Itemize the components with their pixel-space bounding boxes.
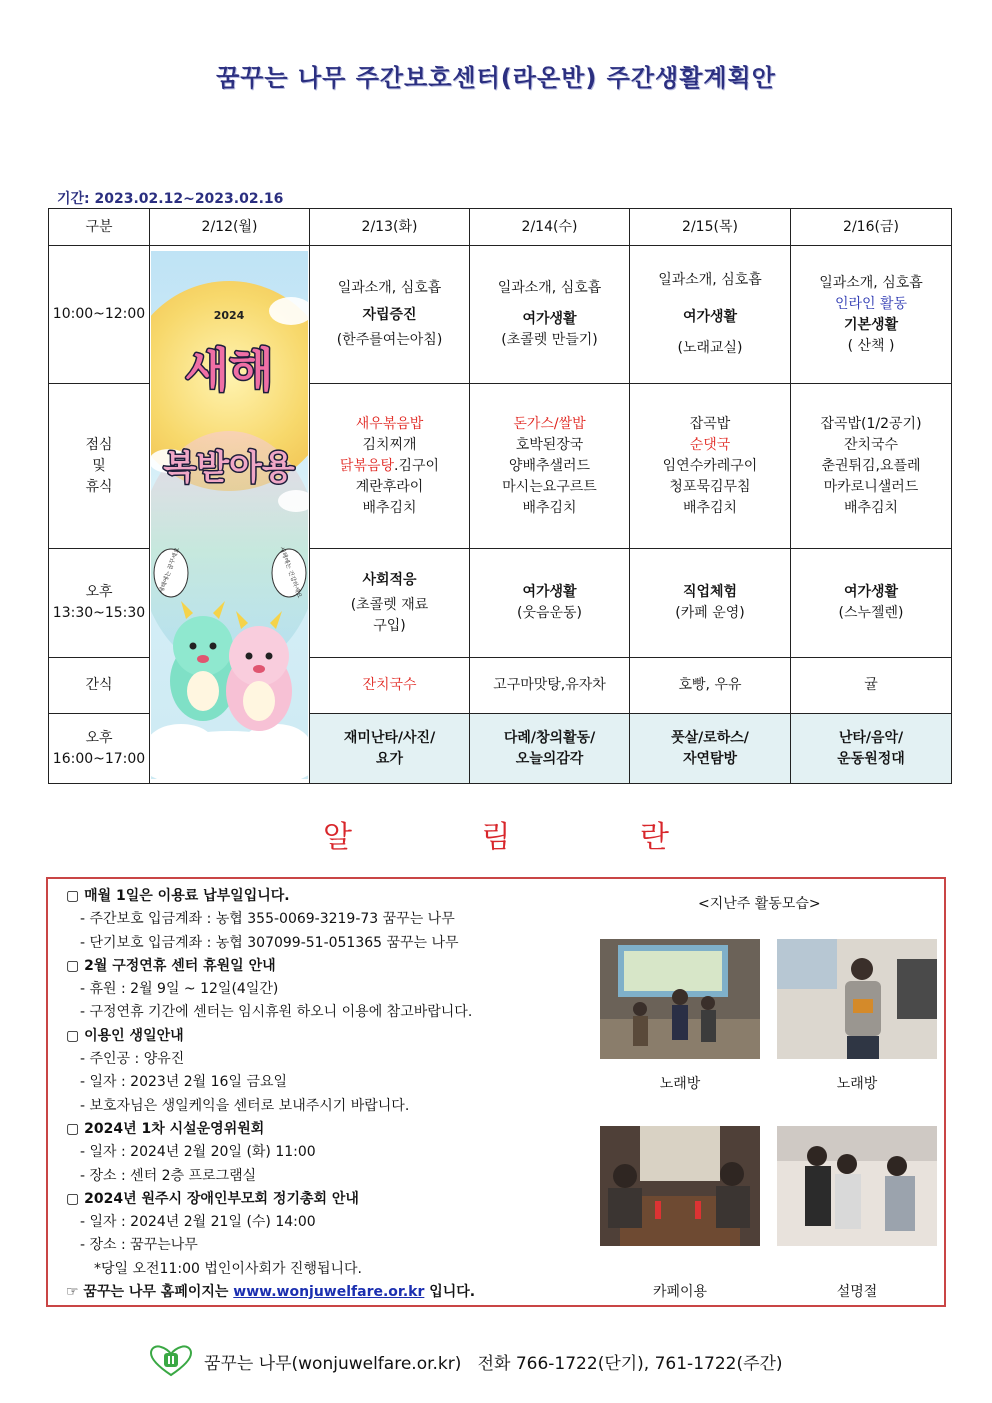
notice-item: - 일자 : 2024년 2월 21일 (수) 14:00 <box>80 1214 316 1231</box>
header-category: 구분 <box>49 209 150 246</box>
header-tue: 2/13(화) <box>310 209 470 246</box>
row-label-afternoon: 오후 13:30~15:30 <box>49 549 150 658</box>
photo-caption: 노래방 <box>836 1076 878 1092</box>
morning-wed: 일과소개, 심호흡 여가생활 (초콜렛 만들기) <box>470 246 630 384</box>
photo-cafe <box>600 1126 760 1246</box>
morning-fri: 일과소개, 심호흡 인라인 활동 기본생활 ( 산책 ) <box>791 246 952 384</box>
notice-box <box>46 877 946 1307</box>
weekly-schedule-table <box>48 208 952 784</box>
table-header-row <box>49 209 952 246</box>
notice-heading: ▢ 2024년 원주시 장애인부모회 정기총회 안내 <box>66 1190 359 1207</box>
photo-caption: 설명절 <box>836 1284 878 1300</box>
poster-line1: 새해 <box>184 342 274 397</box>
footer-text: 꿈꾸는 나무(wonjuwelfare.or.kr) 전화 766-1722(단기), 761-1722(주간) <box>204 1353 783 1374</box>
heart-tree-logo-icon <box>150 1345 192 1377</box>
morning-tue: 일과소개, 심호흡 자립증진 (한주를여는아침) <box>310 246 470 384</box>
bubble-left-text: 새해에는 꿈꾸세요 <box>158 546 182 594</box>
period-label: 기간: 2023.02.12~2023.02.16 <box>57 191 284 207</box>
morning-thu: 일과소개, 심호흡 여가생활 (노래교실) <box>630 246 791 384</box>
lunch-wed: 돈가스/쌀밥 호박된장국 양배추샐러드 마시는요구르트 배추김치 <box>470 384 630 549</box>
snack-tue: 잔치국수 <box>310 658 470 714</box>
photo-caption: 노래방 <box>659 1076 701 1092</box>
poster-line2: 복받아용 <box>163 447 295 488</box>
photo-karaoke-1 <box>600 939 760 1059</box>
notice-heading: ▢ 매월 1일은 이용료 납부일입니다. <box>66 888 290 904</box>
row-label-snack: 간식 <box>49 658 150 714</box>
notice-item: *당일 오전11:00 법인이사회가 진행됩니다. <box>94 1260 363 1277</box>
notice-list <box>66 885 596 1304</box>
snack-fri: 귤 <box>791 658 952 714</box>
homepage-line: ☞ 꿈꾸는 나무 홈페이지는 www.wonjuwelfare.or.kr 입니다. <box>66 1284 476 1301</box>
notice-item: - 휴원 : 2월 9일 ~ 12일(4일간) <box>80 981 279 998</box>
afternoon-wed: 여가생활 (웃음운동) <box>470 549 630 658</box>
notice-item: - 장소 : 꿈꾸는나무 <box>80 1237 198 1254</box>
late-tue: 재미난타/사진/ 요가 <box>310 714 470 784</box>
notice-heading: ▢ 이용인 생일안내 <box>66 1027 184 1044</box>
notice-item: - 일자 : 2023년 2월 16일 금요일 <box>80 1074 288 1091</box>
row-label-morning: 10:00~12:00 <box>49 246 150 384</box>
notice-item: - 장소 : 센터 2층 프로그램실 <box>80 1167 257 1184</box>
snack-thu: 호빵, 우유 <box>630 658 791 714</box>
late-fri: 난타/음악/ 운동원정대 <box>791 714 952 784</box>
notice-item: - 구정연휴 기간에 센터는 임시휴원 하오니 이용에 참고바랍니다. <box>80 1004 473 1021</box>
header-fri: 2/16(금) <box>791 209 952 246</box>
lunch-tue: 새우볶음밥 김치찌개 닭볶음탕.김구이 계란후라이 배추김치 <box>310 384 470 549</box>
lunch-fri: 잡곡밥(1/2공기) 잔치국수 춘권튀김,요플레 마카로니샐러드 배추김치 <box>791 384 952 549</box>
notice-heading: ▢ 2024년 1차 시설운영위원회 <box>66 1120 265 1137</box>
notice-item: - 주인공 : 양유진 <box>80 1051 185 1068</box>
notice-item: - 보호자님은 생일케익을 센터로 보내주시기 바랍니다. <box>80 1097 410 1114</box>
notice-heading: ▢ 2월 구정연휴 센터 휴원일 안내 <box>66 957 276 974</box>
bubble-right-text: 새해에는 건강하세요 <box>277 545 303 599</box>
photo-caption: 카페이용 <box>652 1284 708 1300</box>
photo-header: <지난주 활동모습> <box>698 896 821 912</box>
afternoon-thu: 직업체험 (카페 운영) <box>630 549 791 658</box>
row-label-lunch: 점심 및 휴식 <box>49 384 150 549</box>
snack-wed: 고구마맛탕,유자차 <box>470 658 630 714</box>
row-label-late: 오후 16:00~17:00 <box>49 714 150 784</box>
photo-lunar-new-year <box>777 1126 937 1246</box>
afternoon-fri: 여가생활 (스누젤렌) <box>791 549 952 658</box>
poster-year: 2024 <box>213 308 245 322</box>
header-wed: 2/14(수) <box>470 209 630 246</box>
late-thu: 풋살/로하스/ 자연탐방 <box>630 714 791 784</box>
header-thu: 2/15(목) <box>630 209 791 246</box>
poster-illustration <box>151 251 308 779</box>
new-year-poster <box>150 246 310 784</box>
header-mon: 2/12(월) <box>150 209 310 246</box>
notice-item: - 일자 : 2024년 2월 20일 (화) 11:00 <box>80 1144 316 1161</box>
table-row-morning <box>49 246 952 384</box>
page-title: 꿈꾸는 나무 주간보호센터(라온반) 주간생활계획안 <box>216 64 776 92</box>
late-wed: 다례/창의활동/ 오늘의감각 <box>470 714 630 784</box>
photo-karaoke-2 <box>777 939 937 1059</box>
notice-item: - 주간보호 입금계좌 : 농협 355-0069-3219-73 꿈꾸는 나무 <box>80 911 455 928</box>
afternoon-tue: 사회적응 (초콜렛 재료 구입) <box>310 549 470 658</box>
notice-item: - 단기보호 입금계좌 : 농협 307099-51-051365 꿈꾸는 나무 <box>80 934 459 951</box>
notice-title: 알 림 란 <box>322 820 729 855</box>
lunch-thu: 잡곡밥 순댓국 임연수카레구이 청포묵김무침 배추김치 <box>630 384 791 549</box>
homepage-link[interactable]: www.wonjuwelfare.or.kr <box>233 1284 425 1301</box>
footer <box>150 1345 783 1377</box>
